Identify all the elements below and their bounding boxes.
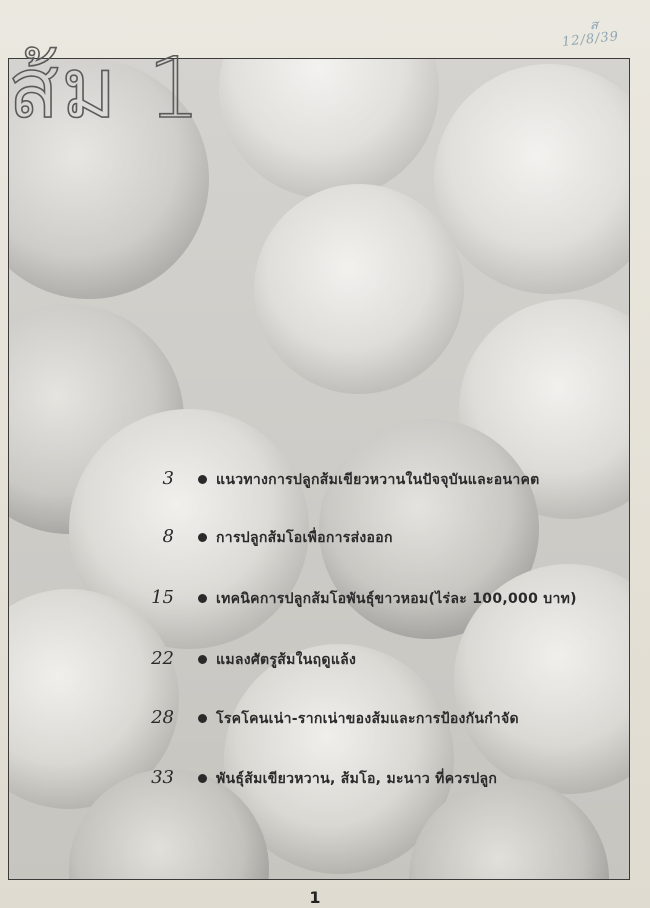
magazine-title: ส้ม 1 xyxy=(8,39,203,137)
toc-article-title: การปลูกส้มโอเพื่อการส่งออก xyxy=(216,530,393,546)
toc-item[interactable] xyxy=(0,648,640,678)
toc-item[interactable] xyxy=(0,587,640,617)
bullet-icon xyxy=(198,774,207,783)
handwritten-mark: ส xyxy=(590,18,598,33)
toc-article-title: พันธุ์ส้มเขียวหวาน, ส้มโอ, มะนาว ที่ควรปลูก xyxy=(216,771,498,787)
bullet-icon xyxy=(198,533,207,542)
bullet-icon xyxy=(198,594,207,603)
bullet-icon xyxy=(198,475,207,484)
toc-item[interactable] xyxy=(0,526,640,556)
toc-page-number: 3 xyxy=(162,468,174,489)
toc-page-number: 33 xyxy=(151,767,174,788)
toc-page-number: 28 xyxy=(151,707,174,728)
toc-page-number: 8 xyxy=(162,526,174,547)
handwritten-date: 12/8/39 xyxy=(561,29,620,50)
toc-item[interactable] xyxy=(0,767,640,797)
toc-article-title: แมลงศัตรูส้มในฤดูแล้ง xyxy=(216,652,357,668)
bullet-icon xyxy=(198,714,207,723)
toc-item[interactable] xyxy=(0,468,640,498)
toc-article-title: แนวทางการปลูกส้มเขียวหวานในปัจจุบันและอนาคต xyxy=(216,472,540,488)
toc-item[interactable] xyxy=(0,707,640,737)
toc-article-title: โรคโคนเน่า-รากเน่าของส้มและการป้องกันกำจัด xyxy=(216,711,519,727)
toc-page-number: 15 xyxy=(151,587,174,608)
toc-article-title: เทคนิคการปลูกส้มโอพันธุ์ขาวหอม(ไร่ละ 100,000 บาท) xyxy=(216,591,577,607)
bullet-icon xyxy=(198,655,207,664)
toc-page-number: 22 xyxy=(151,648,174,669)
page-number: 1 xyxy=(309,888,321,907)
